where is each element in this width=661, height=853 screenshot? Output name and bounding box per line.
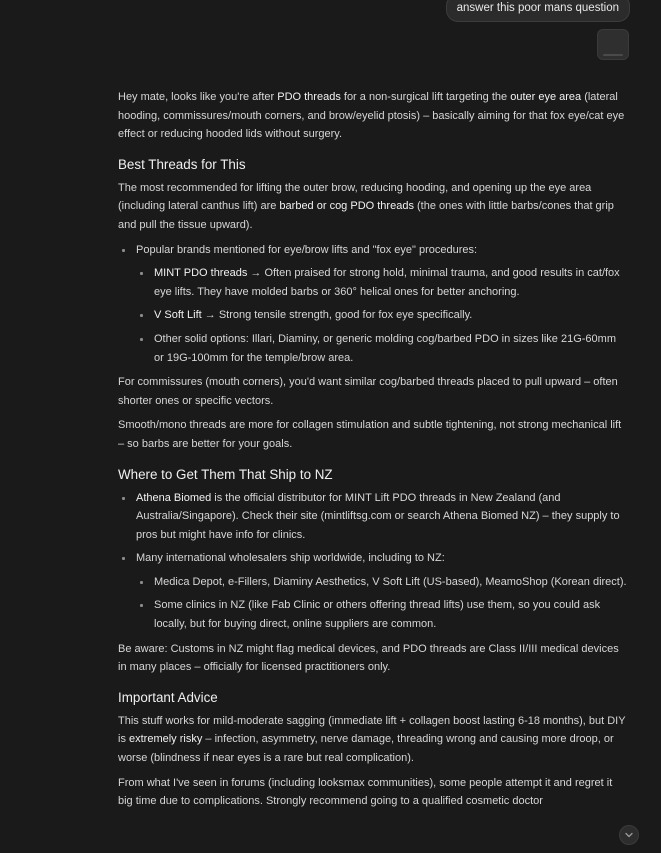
risk-paragraph: This stuff works for mild-moderate sagging (immediate lift + collagen boost lasting 6-18 months), but DIY is extremely risky – infection, asymmetry, nerve damage, threading wrong and causing more droop, or worse (blindness if near eyes is a rare but real complication). [118,714,626,765]
commissures-paragraph: For commissures (mouth corners), you'd want similar cog/barbed threads placed to pull upward – often shorter ones or specific vectors. [118,376,618,407]
list-item: Popular brands mentioned for eye/brow lifts and "fox eye" procedures: MINT PDO threads → Often praised for strong hold, minimal trauma, and good results in cat/fox eye lifts. They have molded barbs or 360° helical ones for better anchoring. V Soft Lift → Strong tensile strength, good for fox eye specifically. Other solid options: Illari, Diaminy, or generic molding cog/barbed PDO in sizes like 21G-60mm or 19G-100mm for the temple/brow area. [136,241,628,368]
message-action-icon[interactable] [597,29,629,60]
forums-paragraph: From what I've seen in forums (including looksmax communities), some people attempt it and regret it big time due to complications. Strongly recommend going to a qualified cosmetic doctor [118,776,613,808]
customs-paragraph: Be aware: Customs in NZ might flag medical devices, and PDO threads are Class II/III medical devices in many places – officially for licensed practitioners only. [118,642,619,674]
list-item: V Soft Lift → Strong tensile strength, good for fox eye specifically. [154,306,628,325]
list-item: MINT PDO threads → Often praised for strong hold, minimal trauma, and good results in cat/fox eye lifts. They have molded barbs or 360° helical ones for better anchoring. [154,264,628,301]
section-heading-best-threads: Best Threads for This [118,156,246,172]
list-item: Some clinics in NZ (like Fab Clinic or others offering thread lifts) use them, so you could ask locally, but for buying direct, online suppliers are common. [154,596,628,633]
smooth-threads-paragraph: Smooth/mono threads are more for collagen stimulation and subtle tightening, not strong mechanical lift – so barbs are better for your goals. [118,419,622,450]
assistant-response [118,88,628,817]
scroll-to-bottom-button[interactable] [619,825,639,845]
user-message-bubble [446,0,630,22]
list-item: Athena Biomed is the official distributor for MINT Lift PDO threads in New Zealand (and Australia/Singapore). Check their site (mintliftsg.com or search Athena Biomed NZ) – they supply to pros but might have info for clinics. [136,489,628,545]
list-item: Many international wholesalers ship worldwide, including to NZ: Medica Depot, e-Fillers, Diaminy Aesthetics, V Soft Lift (US-based), MeamoShop (Korean direct). Some clinics in NZ (like Fab Clinic or others offering thread lifts) use them, so you could ask locally, but for buying direct, online suppliers are common. [136,549,628,633]
suppliers-list [118,489,628,634]
intro-paragraph: Hey mate, looks like you're after PDO threads for a non-surgical lift targeting the outer eye area (lateral hooding, commissures/mouth corners, and brow/eyelid ptosis) – basically aiming for that fox eye/cat eye effect or reducing hooded lids without surgery. [118,91,625,141]
user-message-text: answer this poor mans question [456,2,619,14]
brands-list [118,241,628,368]
list-item: Medica Depot, e-Fillers, Diaminy Aesthetics, V Soft Lift (US-based), MeamoShop (Korean direct). [154,573,628,592]
suppliers-sublist [136,573,628,634]
best-threads-paragraph: The most recommended for lifting the outer brow, reducing hooding, and opening up the eye area (including lateral canthus lift) are barbed or cog PDO threads (the ones with little barbs/cones that grip and pull the tissue upward). [118,181,614,231]
chevron-down-icon [624,830,634,840]
section-heading-important-advice: Important Advice [118,689,218,705]
brands-sublist [136,264,628,367]
list-item: Other solid options: Illari, Diaminy, or generic molding cog/barbed PDO in sizes like 21G-60mm or 19G-100mm for the temple/brow area. [154,330,628,367]
section-heading-where-to-get: Where to Get Them That Ship to NZ [118,466,333,482]
